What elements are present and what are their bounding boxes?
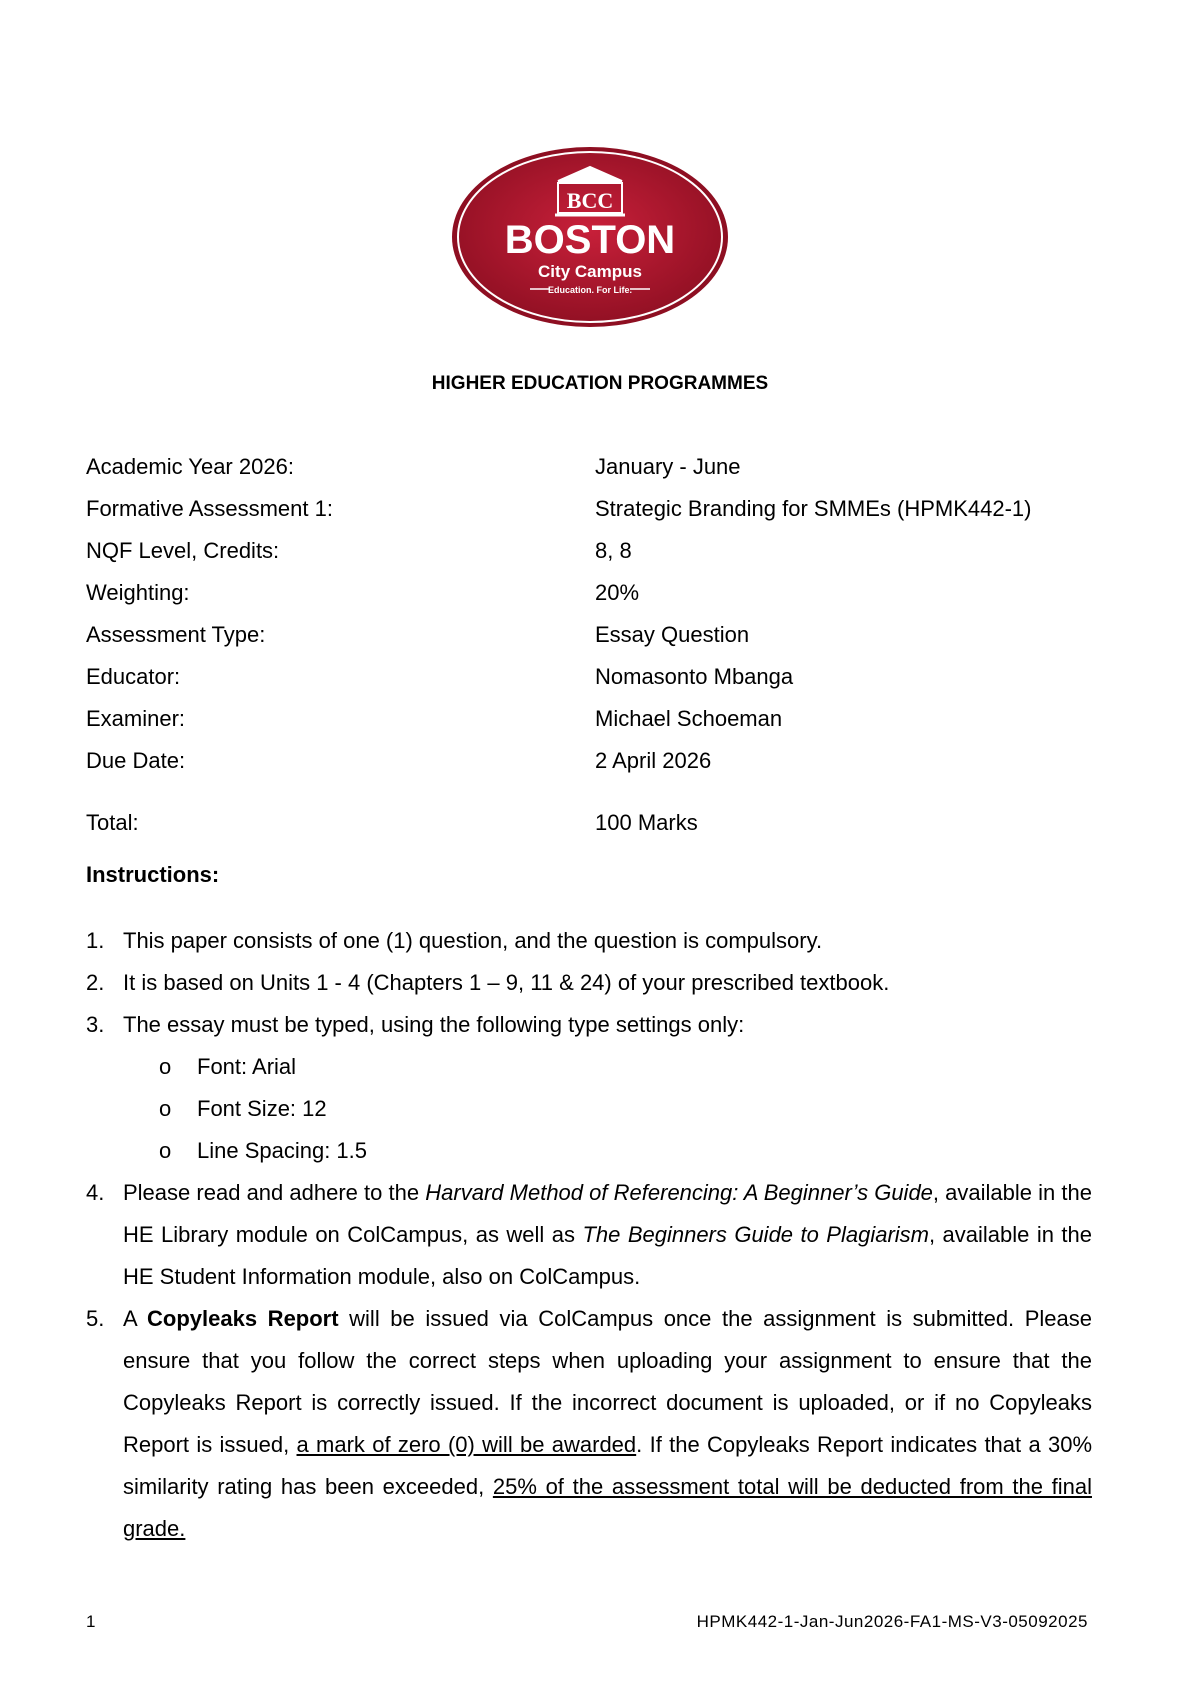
instruction-text: This paper consists of one (1) question, and the question is compulsory. bbox=[123, 928, 823, 953]
logo-name: BOSTON bbox=[504, 218, 676, 262]
bullet-icon: o bbox=[159, 1096, 172, 1121]
type-setting-item bbox=[123, 1046, 1092, 1088]
detail-value: Nomasonto Mbanga bbox=[595, 664, 794, 689]
detail-label: Academic Year 2026: bbox=[86, 454, 294, 479]
detail-value: January - June bbox=[595, 454, 741, 479]
instruction-text-part: will be issued via ColCampus once the assignment is submitted. Please ensure that you follow the correct steps when uploading your assignment to ensure that the Copyleaks Report is correctly issued. If the incorrect document is uploaded, or if no Copyleaks Report is issued, bbox=[123, 1306, 1093, 1457]
detail-value: 20% bbox=[595, 580, 640, 605]
instruction-number: 5. bbox=[86, 1306, 105, 1331]
instruction-number: 3. bbox=[86, 1012, 105, 1037]
detail-row-examiner bbox=[86, 698, 1116, 740]
detail-row-weighting bbox=[86, 572, 1116, 614]
instructions-heading: Instructions: bbox=[86, 862, 220, 887]
copyleaks-report-label: Copyleaks Report bbox=[147, 1306, 339, 1331]
document-code: HPMK442-1-Jan-Jun2026-FA1-MS-V3-05092025 bbox=[696, 1612, 1088, 1631]
instruction-text-part: , available in the HE Library module on ColCampus, as well as bbox=[123, 1180, 1092, 1247]
detail-row-educator bbox=[86, 656, 1116, 698]
detail-value: 100 Marks bbox=[595, 810, 698, 835]
harvard-guide-title: Harvard Method of Referencing: A Beginner’s Guide bbox=[425, 1180, 933, 1205]
detail-row-total bbox=[86, 802, 1116, 844]
instruction-number: 2. bbox=[86, 970, 105, 995]
boston-city-campus-logo bbox=[450, 145, 730, 330]
instruction-text-part: A bbox=[123, 1306, 148, 1331]
instruction-item bbox=[86, 1172, 1092, 1298]
detail-label: Weighting: bbox=[86, 580, 190, 605]
detail-value: 2 April 2026 bbox=[595, 748, 712, 773]
type-setting-item bbox=[123, 1130, 1092, 1172]
type-setting-text: Font Size: 12 bbox=[197, 1096, 327, 1121]
logo-initials: BCC bbox=[566, 188, 614, 213]
instruction-text-part: , available in the HE Student Information module, also on ColCampus. bbox=[123, 1222, 1092, 1289]
detail-row-formative-assessment bbox=[86, 488, 1116, 530]
detail-label: Assessment Type: bbox=[86, 622, 266, 647]
instruction-text: It is based on Units 1 - 4 (Chapters 1 – 9, 11 & 24) of your prescribed textbook. bbox=[123, 970, 890, 995]
logo-subtitle: City Campus bbox=[538, 262, 642, 281]
detail-value: Michael Schoeman bbox=[595, 706, 783, 731]
type-settings-list bbox=[123, 1046, 1092, 1172]
instruction-item bbox=[86, 920, 1092, 962]
page-number: 1 bbox=[86, 1612, 96, 1631]
instructions-list bbox=[86, 920, 1092, 1550]
detail-value: 8, 8 bbox=[595, 538, 632, 563]
instruction-number: 1. bbox=[86, 928, 105, 953]
detail-label: Total: bbox=[86, 810, 139, 835]
zero-mark-warning: a mark of zero (0) will be awarded bbox=[296, 1432, 637, 1457]
bullet-icon: o bbox=[159, 1054, 172, 1079]
detail-label: Formative Assessment 1: bbox=[86, 496, 333, 521]
instruction-item bbox=[86, 1298, 1092, 1550]
detail-label: Educator: bbox=[86, 664, 181, 689]
instruction-item bbox=[86, 1004, 1092, 1172]
type-setting-text: Line Spacing: 1.5 bbox=[197, 1138, 368, 1163]
type-setting-text: Font: Arial bbox=[197, 1054, 297, 1079]
type-setting-item bbox=[123, 1088, 1092, 1130]
programmes-heading: HIGHER EDUCATION PROGRAMMES bbox=[431, 373, 769, 394]
deduction-warning: 25% of the assessment total will be deducted from the final grade. bbox=[123, 1474, 1092, 1541]
detail-label: Examiner: bbox=[86, 706, 186, 731]
detail-row-nqf-level bbox=[86, 530, 1116, 572]
instruction-number: 4. bbox=[86, 1180, 105, 1205]
detail-value: Strategic Branding for SMMEs (HPMK442-1) bbox=[595, 496, 1032, 521]
instruction-text-part: Please read and adhere to the bbox=[123, 1180, 426, 1205]
detail-row-academic-year bbox=[86, 446, 1116, 488]
assessment-details bbox=[86, 446, 1116, 844]
detail-label: Due Date: bbox=[86, 748, 186, 773]
bullet-icon: o bbox=[159, 1138, 172, 1163]
detail-row-assessment-type bbox=[86, 614, 1116, 656]
detail-row-due-date bbox=[86, 740, 1116, 782]
logo-tagline: Education. For Life. bbox=[547, 285, 633, 295]
detail-label: NQF Level, Credits: bbox=[86, 538, 280, 563]
instruction-text: The essay must be typed, using the following type settings only: bbox=[123, 1012, 745, 1037]
detail-value: Essay Question bbox=[595, 622, 750, 647]
plagiarism-guide-title: The Beginners Guide to Plagiarism bbox=[582, 1222, 929, 1247]
instruction-text-part: . If the Copyleaks Report indicates that a 30% similarity rating has been exceeded, bbox=[123, 1432, 1093, 1499]
instruction-item bbox=[86, 962, 1092, 1004]
